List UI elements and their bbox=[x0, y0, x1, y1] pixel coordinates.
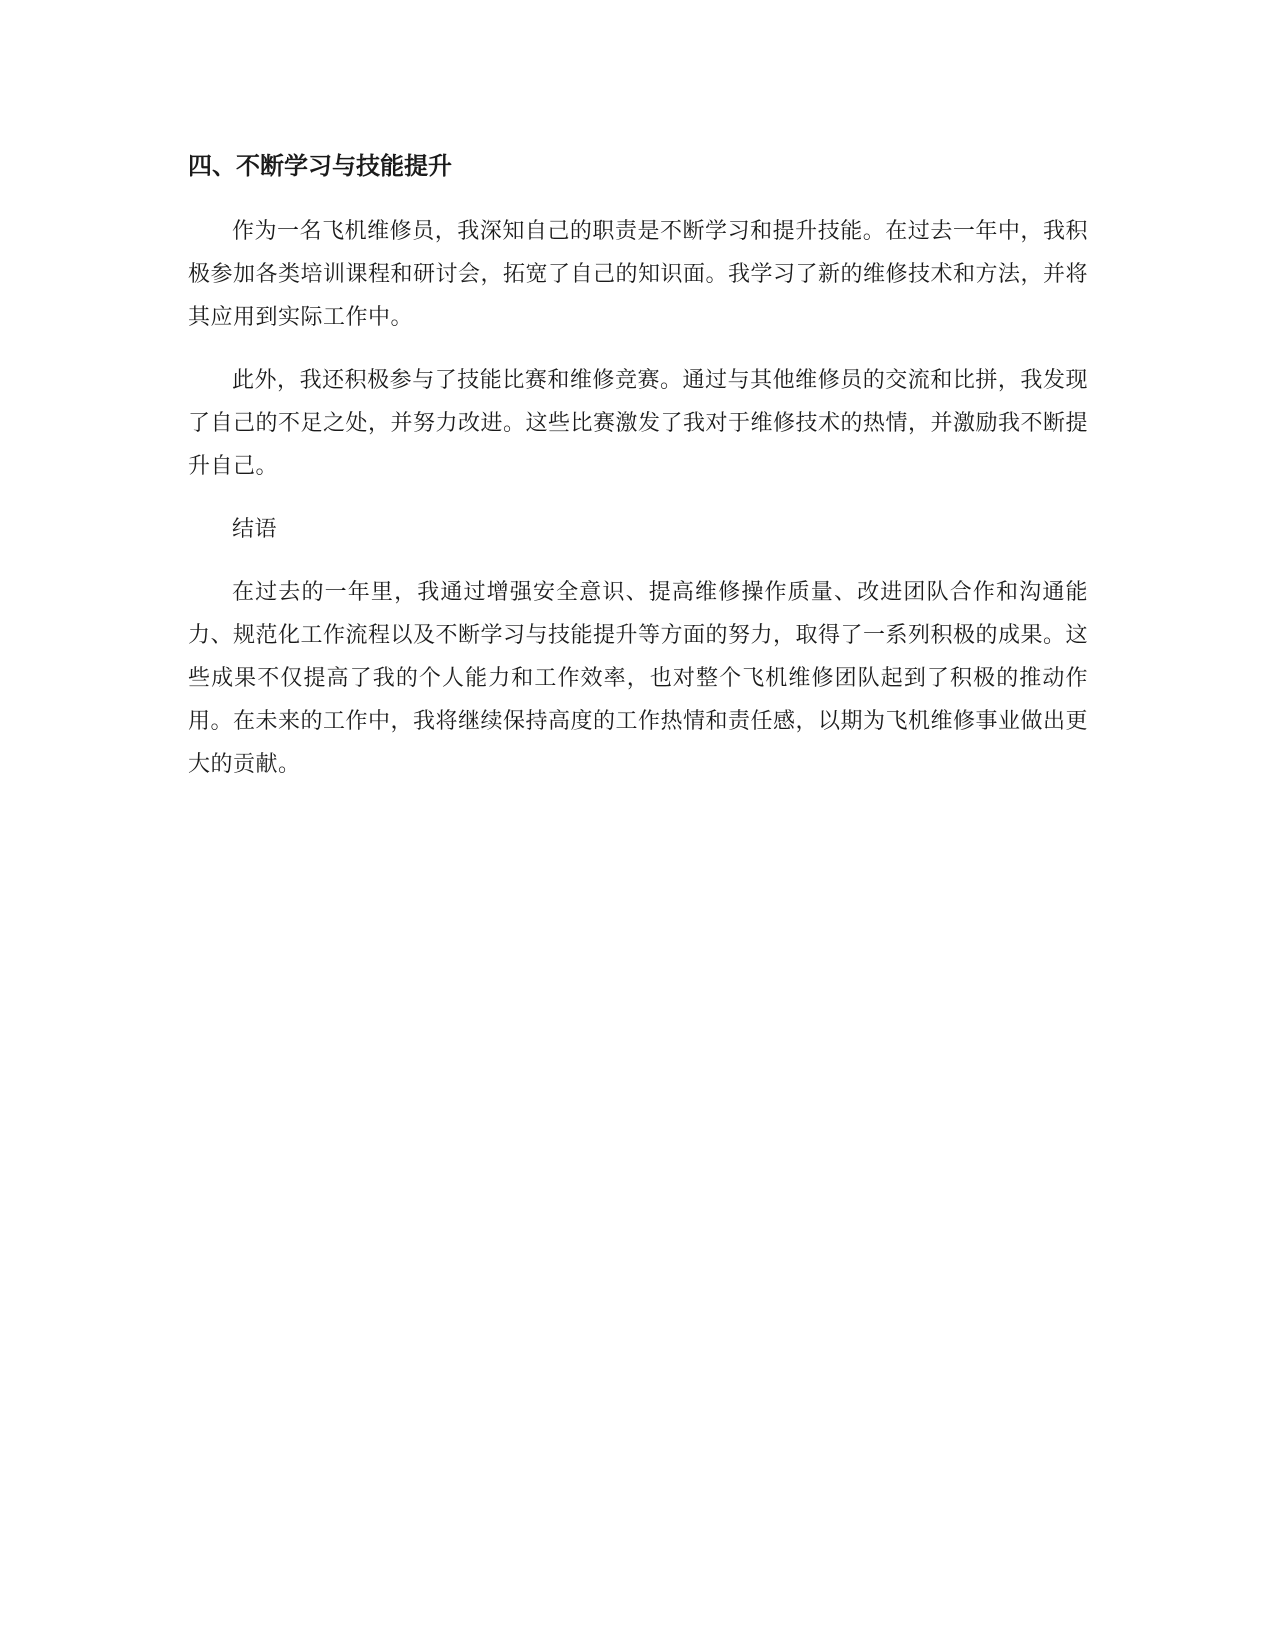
section-heading: 四、不断学习与技能提升 bbox=[188, 152, 452, 180]
paragraph-conclusion: 在过去的一年里，我通过增强安全意识、提高维修操作质量、改进团队合作和沟通能力、规范化工作流程以及不断学习与技能提升等方面的努力，取得了一系列积极的成果。这些成果不仅提高了我的个人能力和工作效率，也对整个飞机维修团队起到了积极的推动作用。在未来的工作中，我将继续保持高度的工作热情和责任感，以期为飞机维修事业做出更大的贡献。 bbox=[188, 580, 1089, 777]
document-body bbox=[188, 146, 1088, 806]
conclusion-title: 结语 bbox=[232, 517, 278, 542]
paragraph-competition: 此外，我还积极参与了技能比赛和维修竞赛。通过与其他维修员的交流和比拼，我发现了自己的不足之处，并努力改进。这些比赛激发了我对于维修技术的热情，并激励我不断提升自己。 bbox=[188, 368, 1089, 479]
paragraph-learning: 作为一名飞机维修员，我深知自己的职责是不断学习和提升技能。在过去一年中，我积极参加各类培训课程和研讨会，拓宽了自己的知识面。我学习了新的维修技术和方法，并将其应用到实际工作中。 bbox=[188, 219, 1089, 330]
